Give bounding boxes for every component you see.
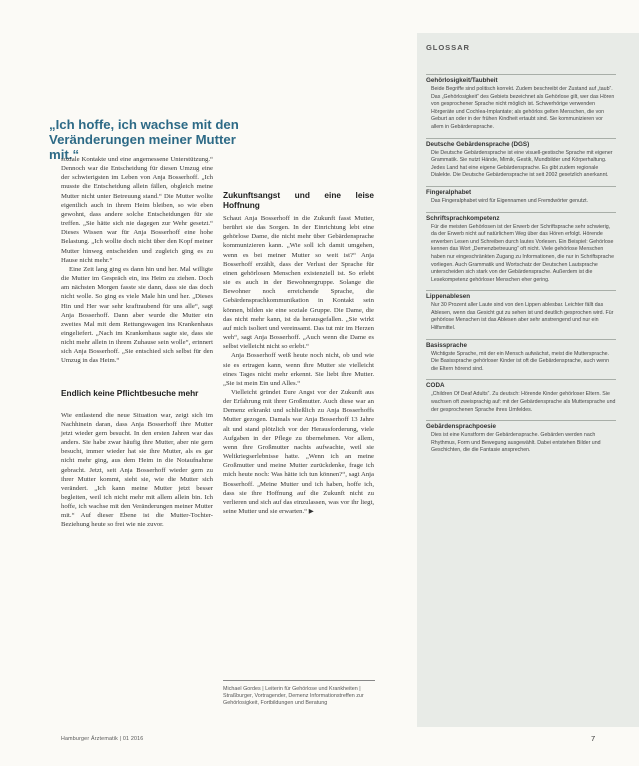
paragraph: Anja Bosserhoff weiß heute noch nicht, ob und wie sie es ertragen kann, wenn ihre Mutter sie vielleicht eines Tages nicht mehr erkennt. Sie liebt ihre Mutter. „Sie ist mein Ein und Alles.“ bbox=[223, 352, 374, 387]
paragraph: Vielleicht gründet Eure Angst vor der Zukunft aus der Erfahrung mit ihrer Großmutter. Auch diese war an Demenz erkrankt und schließlich zu Anja Bosserhoffs Mutter gezogen. Damals war Anja Bosserhoff 13 Jahre alt und stand plötzlich vor der Herausforderung, viele Aufgaben in der Pflege zu übernehmen. Vor allem, wenn ihre Großmutter nachts aufwachte, weil sie Weltkriegserlebnisse hatte. „Wenn ich an meine Großmutter und meine Mutter zurückdenke, frage ich mich heute noch: Was hätte ich tun können?“, sagt Anja Bosserhoff. „Meine Mutter und ich haben, hoffe ich, dass sie ihre Hoffnung auf die Zukunft nicht zu verlieren und sich auf das einzulassen, was vor ihr liegt, seine Mutter und sie erwarten.“ ▶ bbox=[223, 388, 374, 515]
glossary-definition: Für die meisten Gehörlosen ist der Erwerb der Schriftsprache sehr schwierig, da der Erwerb nicht auf natürlichem Weg über das Hören erfolgt. Hörende erwerben Lesen und Schreiben durch lautes Vorlesen. Ein Beispiel: Gehörlose kennen das Wort „Demenzbetreuung“ oft nicht. Viele gehörlose Menschen haben nur eingeschränkten Zugang zu Informationen, die nur in Schriftsprache vorliegen. Auch Grammatik und Wortschatz der Deutschen Lautsprache unterscheiden sich stark von der Gebärdensprache. Außerdem ist die Lesekompetenz gehörloser Menschen eher gering. bbox=[431, 223, 614, 283]
paragraph: Schaut Anja Bosserhoff in die Zukunft fasst Mutter, berührt sie das Sorgen. In der Einrichtung lebt eine gehörlose Dame, die nicht mehr über Gebärdensprache kommunizieren kann. „Wie soll ich damit umgehen, wenn es bei meiner Mutter so weit ist?“ Anja Bosserhoff erzählt, dass der Verlust der Sprache für einen gehörlosen Menschen existenziell ist. So erlebt sie es auch in der Bewohnergruppe. Solange die Bewohner noch erreichende Sprache, die Gebärdensprachkommunikation in Kontakt sein können, bilden sie eine soziale Gruppe. Die Dame, die das nicht mehr kann, ist da herausgefallen. „Sie wirkt auf mich isoliert und vereinsamt. Das tut mir im Herzen weh“, sagt Anja Bosserhoff. „Auch wenn die Dame es selbst vielleicht nicht so erlebt.“ bbox=[223, 215, 374, 351]
glossary-title: GLOSSAR bbox=[426, 43, 470, 52]
glossary-term: Gehörlosigkeit/Taubheit bbox=[426, 74, 616, 85]
section-heading: Endlich keine Pflichtbesuche mehr bbox=[61, 387, 199, 398]
article-column-middle bbox=[223, 190, 374, 516]
author-footnote: Michael Gordes | Leiterin für Gehörlose und Krankheiten | Straßburger, Vortragender, Demenz Informationstreffen zur Gehörlosigkeit, Fortbildungen und Beratung bbox=[223, 680, 375, 707]
glossary-entry bbox=[426, 339, 616, 374]
glossary-entry bbox=[426, 74, 616, 132]
glossary-term: CODA bbox=[426, 379, 616, 390]
paragraph: Eine Zeit lang ging es dann hin und her. Mal willigte die Mutter im Gespräch ein, ins Heim zu ziehen. Doch am nächsten Morgen fasste sie dann, dass sie das doch nicht wolle. So ging es viele Male hin und her. „Dieses Hin und Her war sehr kraftraubend für uns alle“, sagt Anja Bosserhoff. Dann aber wurde die Mutter ein zweites Mal mit dem Rettungswagen ins Krankenhaus eingeliefert. „Nach im Krankenhaus sagte sie, dass sie nicht mehr allein in ihrem Zuhause sein wolle“, erinnert sich Anja Bosserhoff. „Sie entschied sich selbst für den Umzug in das Heim.“ bbox=[61, 265, 213, 365]
glossary-definition: Das Fingeralphabet wird für Eigennamen und Fremdwörter genutzt. bbox=[431, 197, 588, 204]
article-column-left bbox=[61, 155, 213, 530]
glossary-term: Fingeralphabet bbox=[426, 186, 616, 197]
glossary-term: Gebärdensprachpoesie bbox=[426, 420, 616, 431]
glossary-term: Basissprache bbox=[426, 339, 616, 350]
glossary-entry bbox=[426, 186, 616, 206]
page-number: 7 bbox=[591, 734, 596, 743]
paragraph: soziale Kontakte und eine angemessene Unterstützung.“ Dennoch war die Entscheidung für diesen Umzug eine der schwierigsten im Leben von Anja Bosserhoff. „Ich musste die Entscheidung allein fällen, obgleich meine Mutter nicht unter Betreuung stand.“ Die Mutter wollte eigentlich auch in ihrem Heim bleiben, so wie eben gewohnt, dass andere solche Entscheidungen für sie treffen. „Sie hätte sich nie dagegen zur Wehr gesetzt.“ Dieses Wissen war für Anja Bosserhoff eine hohe Belastung. „Ich wollte doch nicht über den Kopf meiner Mutter hinweg entscheiden und zugleich ging es zu Hause nicht mehr.“ bbox=[61, 156, 213, 264]
glossary-definition: Dies ist eine Kunstform der Gebärdensprache. Gebärden werden nach Rhythmus, Form und Bewegung ausgewählt. Dabei entstehen Bilder und Geschichten, die die Fantasie ansprechen. bbox=[431, 432, 601, 454]
glossary-term: Schriftsprachkompetenz bbox=[426, 212, 616, 223]
section-heading: Zukunftsangst und eine leise Hoffnung bbox=[223, 190, 374, 210]
pull-quote: „Ich hoffe, ich wachse mit den Veränderungen meiner Mutter mit.“ bbox=[49, 117, 239, 162]
glossary-definition: „Children Of Deaf Adults“. Zu deutsch: Hörende Kinder gehörloser Eltern. Sie wachsen oft zweisprachig auf: mit der Gebärdensprache als Muttersprache und der gesprochenen Sprache ihres Umfeldes. bbox=[431, 391, 616, 413]
glossary-body bbox=[426, 74, 616, 461]
glossary-term: Deutsche Gebärdensprache (DGS) bbox=[426, 138, 616, 149]
glossary-term: Lippenablesen bbox=[426, 290, 616, 301]
glossary-definition: Die Deutsche Gebärdensprache ist eine visuell-gestische Sprache mit eigener Grammatik. Sie nutzt Hände, Mimik, Gestik, Mundbilder und Körperhaltung. Jedes Land hat eine eigene Gebärdensprache. Es gibt zudem regionale Dialekte. Die Deutsche Gebärdensprache ist seit 2002 gesetzlich anerkannt. bbox=[431, 149, 613, 179]
glossary-definition: Wichtigste Sprache, mit der ein Mensch aufwächst, meist die Muttersprache. Die Basissprache gehörloser Kinder ist oft die Gebärdensprache, auch wenn die Eltern hörend sind. bbox=[431, 350, 610, 372]
glossary-entry bbox=[426, 138, 616, 180]
paragraph: Wie entlastend die neue Situation war, zeigt sich im Nachhinein daran, dass Anja Bosserhoff ihre Mutter jetzt wieder gern besucht. In den ersten Jahren war das anders. Sie habe zwar häufig ihre Mutter, aber nie gern besucht, immer wieder hat sie ihre Mutter, als es gar nicht mehr ging, aus dem Heim in die Notaufnahme gebracht. Jetzt, seit Anja Bosserhoff wieder gern zu ihrer Mutter kommt, sieht sie, wie die Mutter sich verändert. „Ich kann meine Mutter jetzt besser begleiten, weil ich nicht mehr mit allem allein bin. Ich hoffe, ich wachse mit den Veränderungen meiner Mutter mit.“ Auf dieser Ebene ist die Mutter-Tochter-Beziehung heute so frei wie nie zuvor. bbox=[61, 411, 213, 529]
glossary-entry bbox=[426, 379, 616, 414]
glossary-entry bbox=[426, 212, 616, 285]
glossary-definition: Beide Begriffe sind politisch korrekt. Zudem beschreibt der Zustand auf „taub“. Das „Gehörlosigkeit“ des Gebiets bezeichnet als Gehörlose gilt, wer das Hören von gesprochener Sprache nicht möglich ist. Schwerhörige verwenden Hörgeräte und Cochlea-Implantate; als gehörlos gelten Menschen, die von Geburt an oder in der frühen Kindheit ertaubt sind. Sie kommunizieren vor allem in Gebärdensprache. bbox=[431, 86, 615, 130]
glossary-entry bbox=[426, 290, 616, 332]
glossary-entry bbox=[426, 420, 616, 455]
glossary-definition: Nur 30 Prozent aller Laute sind von den Lippen ablesbar. Leichter fällt das Ablesen, wenn das Gesicht gut zu sehen ist und deutlich gesprochen wird. Für gehörlose Menschen ist das Ablesen aber sehr anstrengend und nur ein Hilfsmittel. bbox=[431, 302, 614, 332]
publication-footer: Hamburger Ärztematik | 01 2016 bbox=[61, 736, 144, 742]
